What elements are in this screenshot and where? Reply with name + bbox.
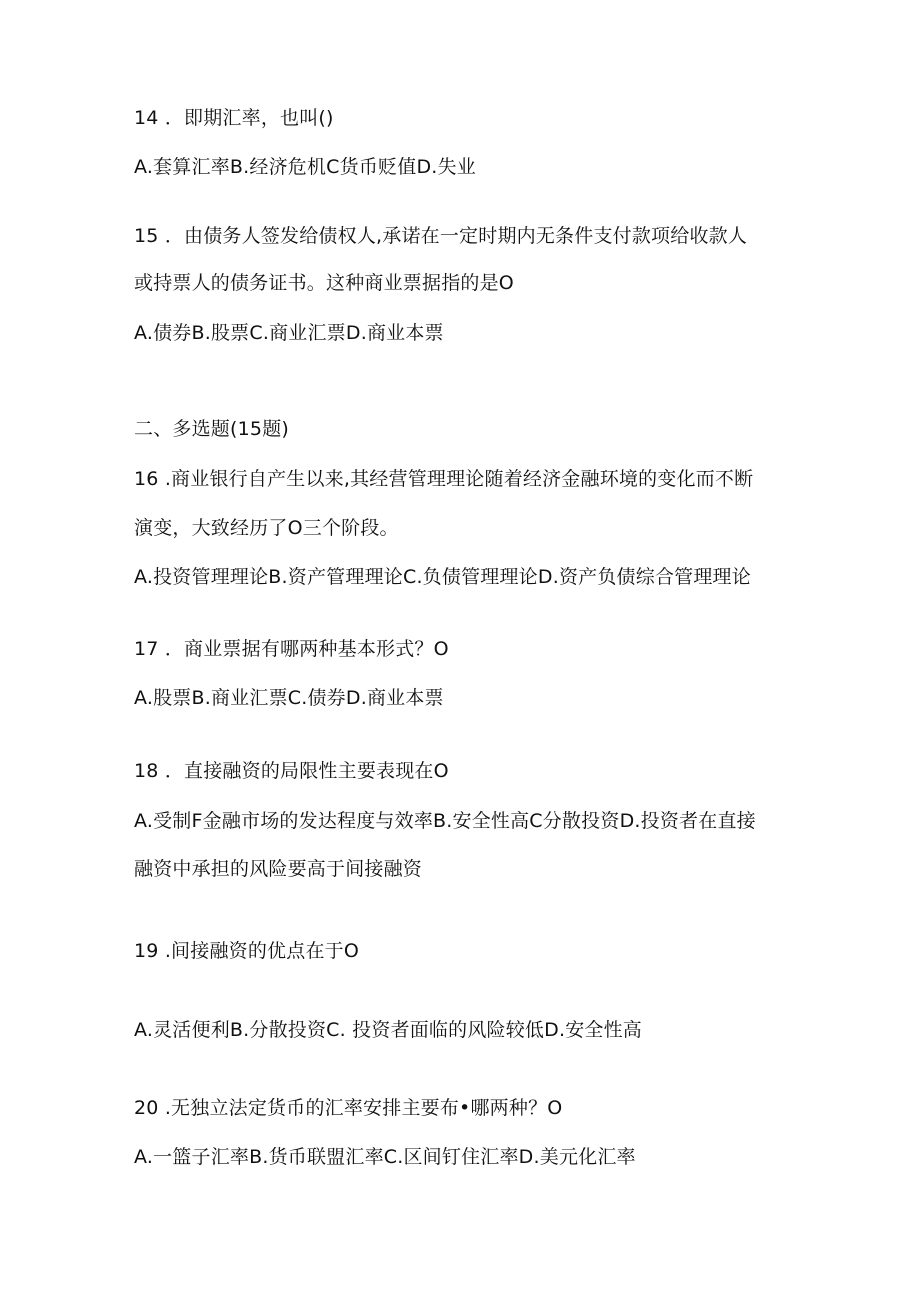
question-19-stem: 19 .间接融资的优点在于O: [134, 940, 360, 962]
question-15-stem-line-2: 或持票人的债务证书。这种商业票据指的是O: [134, 272, 514, 294]
question-20-options: A.一篮子汇率B.货币联盟汇率C.区间钉住汇率D.美元化汇率: [134, 1146, 636, 1168]
question-15-options: A.债券B.股票C.商业汇票D.商业本票: [134, 322, 444, 344]
question-20-stem: 20 .无独立法定货币的汇率安排主要布•哪两种？O: [134, 1097, 563, 1119]
question-17-stem: 17 ．商业票据有哪两种基本形式？O: [134, 638, 449, 660]
question-18-stem: 18 ．直接融资的局限性主要表现在O: [134, 760, 449, 782]
question-16-stem-line-2: 演变，大致经历了O三个阶段。: [134, 517, 399, 539]
question-19-options: A.灵活便利B.分散投资C. 投资者面临的风险较低D.安全性高: [134, 1019, 642, 1041]
section-heading: 二、多选题(15题): [134, 418, 290, 440]
question-16-stem-line-1: 16 .商业银行自产生以来,其经营管理理论随着经济金融环境的变化而不断: [134, 468, 754, 490]
question-18-options-line-2: 融资中承担的风险要高于间接融资: [134, 858, 423, 880]
question-18-options-line-1: A.受制F金融市场的发达程度与效率B.安全性高C分散投资D.投资者在直接: [134, 810, 756, 832]
question-14-stem: 14 ．即期汇率，也叫(): [134, 107, 334, 129]
question-14-options: A.套算汇率B.经济危机C货币贬值D.失业: [134, 156, 476, 178]
question-16-options: A.投资管理理论B.资产管理理论C.负债管理理论D.资产负债综合管理理论: [134, 566, 751, 588]
question-17-options: A.股票B.商业汇票C.债券D.商业本票: [134, 687, 444, 709]
question-15-stem-line-1: 15 ．由债务人签发给债权人,承诺在一定时期内无条件支付款项给收款人: [134, 225, 748, 247]
